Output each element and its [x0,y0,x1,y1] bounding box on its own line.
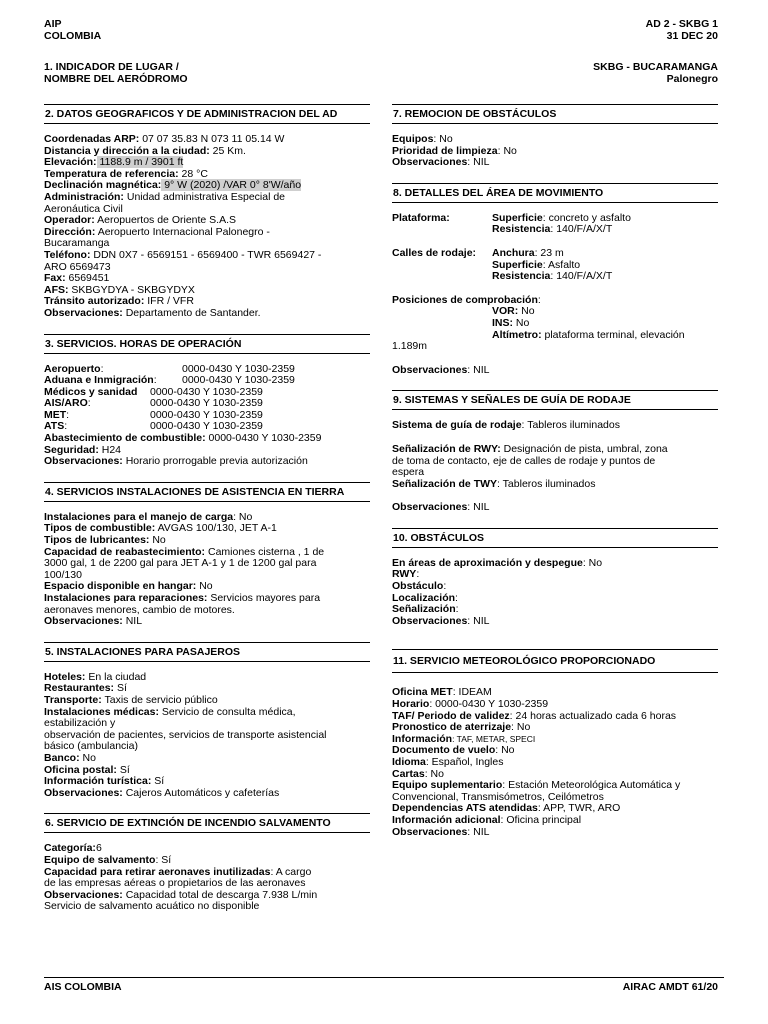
s11-ad-l-label: Información adicional [392,813,501,826]
s8-res-v-text: : 140/F/A/X/T [550,223,613,236]
s5-obs-l-label: Observaciones: [44,786,123,799]
s4-rep-l-label: Instalaciones para reparaciones: [44,592,208,604]
declination-value: 9° W (2020) /VAR 0° 8'W/año [161,179,302,192]
s11-taf-l-label: TAF/ Periodo de validez [392,709,510,722]
hours-table [44,364,370,434]
s8-sup-v-text: : concreto y asfalto [542,211,631,224]
s5-trans-v-text: Taxis de servicio público [101,693,218,706]
field-row [392,444,718,456]
section-11-title: 11. SERVICIO METEOROLÓGICO PROPORCIONADO [392,649,718,673]
s11-inf-l-label: Información [392,732,453,745]
s3-rows-3-sep-text: : [87,397,91,410]
footer-right: AIRAC AMDT 61/20 [622,981,718,993]
title-line1: 1. INDICADOR DE LUGAR / [44,61,179,73]
s3-rows-1-l-label: Aduana e Inmigración [44,374,154,387]
s10-area-l-label: En áreas de aproximación y despegue [392,556,583,569]
section-3-title: 3. SERVICIOS. HORAS DE OPERACIÓN [44,334,370,354]
section-10-title: 10. OBSTÁCULOS [392,528,718,548]
s8-obs-v-text: : NIL [467,363,490,376]
s10-obs1-v-text: : [443,580,447,593]
section-9-title: 9. SISTEMAS Y SEÑALES DE GUÍA DE RODAJE [392,390,718,410]
s8-obs-l-label: Observaciones [392,363,468,376]
s6-obs-l-label: Observaciones: [44,888,123,901]
s11-idi-v-text: : Español, Ingles [425,756,504,768]
s4-cap-v3-text: 100/130 [44,568,82,581]
s2-op-v-text: Aeropuertos de Oriente S.A.S [94,214,237,227]
s11-doc-v-text: : No [495,744,515,757]
s2-tr-l-label: Tránsito autorizado: [44,295,145,308]
aerodrome-name [593,61,718,85]
s5-hot-v-text: En la ciudad [85,670,147,683]
s4-comb-v-text: AVGAS 100/130, JET A-1 [155,522,277,535]
s4-obs-v-text: NIL [122,615,143,628]
s11-inf-v-text: : TAF, METAR, SPECI [452,733,536,744]
s10-sen-l-label: Señalización [392,603,456,616]
s8-pos-l-label: Posiciones de comprobación [392,293,538,306]
s6-cat-v-text: 6 [95,842,102,855]
s8-ins-l-label: INS: [492,316,513,329]
s3-rows-5-v-text: 0000-0430 Y 1030-2359 [150,420,263,433]
s2-arp-v-text: 07 07 35.83 N 073 11 05.14 W [139,133,285,145]
s2-obs-l-label: Observaciones: [44,306,123,319]
s5-trans-l-label: Transporte: [44,693,102,706]
s9-rwy-v3-text: espera [392,466,425,479]
s8-alt-v2-text: 1.189m [392,340,428,353]
s10-rwy-l-label: RWY [392,568,417,581]
s3-rows-4-l-label: MET [44,408,67,421]
s2-arp-l-label: Coordenadas ARP: [44,133,140,145]
s2-fax-l-label: Fax: [44,272,66,285]
s8-ins-v-text: No [513,316,530,329]
field-row [44,308,370,320]
s3-rows-0-v-text: 0000-0430 Y 1030-2359 [182,362,295,375]
s10-area-v-text: : No [582,556,603,569]
s11-hor-l-label: Horario [392,698,430,711]
s2-adm-l-label: Administración: [44,190,124,203]
s3-rows-2-l-label: Médicos y sanidad [44,385,138,398]
doc-country: COLOMBIA [44,30,102,42]
aerodrome-label: Palonegro [666,73,718,85]
s5-med-v2-text: estabilización y [44,717,116,730]
field-row [44,456,370,468]
s11-pron-l-label: Pronostico de aterrizaje [392,721,512,734]
s3-rows-0-sep-text: : [100,362,104,375]
s3-rows-4-sep-text: : [66,408,70,421]
title-line2: NOMBRE DEL AERÓDROMO [44,73,188,85]
s10-loc-v-text: : [455,591,458,604]
s5-med-v3-text: observación de pacientes, servicios de transporte asistencial [44,728,327,741]
s8-cr-l-label: Calles de rodaje: [392,246,477,259]
s2-fax-v-text: 6569451 [65,272,110,285]
s11-obs-v-text: : NIL [467,825,490,838]
field-row [44,250,370,262]
s4-comb-l-label: Tipos de combustible: [44,522,156,535]
s4-cap-l-label: Capacidad de reabastecimiento: [44,545,206,558]
s9-rwy-v2-text: de toma de contacto, eje de calles de rodaje y puntos de [392,454,656,467]
s9-sis-l-label: Sistema de guía de rodaje [392,419,522,432]
s2-obs-v-text: Departamento de Santander. [122,306,261,319]
section-6 [44,813,370,913]
field-row [392,157,718,169]
field-row [44,616,370,628]
s2-dist-l-label: Distancia y dirección a la ciudad: [44,144,210,157]
s3-rows-4-v-text: 0000-0430 Y 1030-2359 [150,408,263,421]
header-left [44,18,101,42]
field-row [392,224,718,236]
s3-obs-l-label: Observaciones: [44,455,123,468]
s9-rwy-l-label: Señalización de RWY: [392,442,501,455]
field-row [44,593,370,605]
s2-temp-l-label: Temperatura de referencia: [44,167,179,180]
s5-med-v4-text: básico (ambulancia) [44,740,138,753]
s2-adm-v-text: Unidad administrativa Especial de [123,190,286,203]
s6-eq-l-label: Equipo de salvamento [44,853,156,866]
s3-fuel-l-label: Abastecimiento de combustible: [44,432,206,445]
s2-adm-v2-text: Aeronáutica Civil [44,202,123,215]
s8-res2-l-label: Resistencia [492,270,551,283]
s4-lub-l-label: Tipos de lubricantes: [44,534,150,547]
s9-obs-v-text: : NIL [467,501,490,514]
s7-pr-v-text: : No [497,144,517,157]
s3-fuel-v-text: 0000-0430 Y 1030-2359 [205,432,322,445]
section-8-title: 8. DETALLES DEL ÁREA DE MOVIMIENTO [392,183,718,203]
s2-dir-l-label: Dirección: [44,225,96,238]
s4-cap-v-text: Camiones cisterna , 1 de [205,545,325,558]
doc-series: AIP [44,18,62,30]
field-row [392,248,718,260]
s4-hang-v-text: No [196,580,213,593]
s7-eq-v-text: : No [433,133,453,145]
s3-rows-3-l-label: AIS/ARO [44,397,88,410]
section-1-title [44,61,188,85]
s6-cap-v-text: : A cargo [270,865,312,878]
s2-op-l-label: Operador: [44,214,95,227]
s11-pron-v-text: : No [511,721,531,734]
s4-hang-l-label: Espacio disponible en hangar: [44,580,197,593]
s4-carga-l-label: Instalaciones para el manejo de carga [44,510,234,523]
section-6-title: 6. SERVICIO DE EXTINCIÓN DE INCENDIO SALVAMENTO [44,813,370,833]
s7-pr-l-label: Prioridad de limpieza [392,144,498,157]
s11-idi-l-label: Idioma [392,756,426,768]
s8-sup-l-label: Superficie [492,211,543,224]
section-7-title: 7. REMOCION DE OBSTÁCULOS [392,104,718,124]
s2-tel-v-text: DDN 0X7 - 6569151 - 6569400 - TWR 6569427 - [90,248,322,261]
s2-afs-l-label: AFS: [44,283,69,296]
s11-equ-l-label: Equipo suplementario [392,779,503,792]
field-row [44,192,370,204]
s2-temp-v-text: 28 °C [178,167,208,180]
s9-obs-l-label: Observaciones [392,501,468,514]
s8-vor-v-text: No [518,305,535,318]
s4-carga-v-text: : No [233,510,253,523]
s8-anch-v-text: : 23 m [534,246,564,259]
s4-obs-l-label: Observaciones: [44,615,123,628]
s8-anch-l-label: Anchura [492,246,535,259]
header-right [646,18,718,42]
s11-car-v-text: : No [424,767,444,780]
s10-rwy-v-text: : [416,568,420,581]
s10-loc-l-label: Localización [392,591,456,604]
s5-rest-l-label: Restaurantes: [44,682,115,695]
field-row [392,479,718,491]
elevation-value: 1188.9 m / 3901 ft [96,156,184,169]
field-row [392,420,718,432]
section-5-title: 5. INSTALACIONES PARA PASAJEROS [44,642,370,662]
s11-dep-v-text: : APP, TWR, ARO [537,802,621,815]
field-row [392,213,718,225]
s6-cap-l-label: Capacidad para retirar aeronaves inutilizadas [44,865,271,878]
s8-pos-v-text: : [537,293,541,306]
s2-tr-v-text: IFR / VFR [144,295,194,308]
field-row [392,271,718,283]
section-3 [44,334,370,468]
section-2 [44,104,370,320]
section-8 [392,183,718,377]
field-row [44,788,370,800]
s11-equ-v-text: : Estación Meteorológica Automática y [502,779,681,792]
field-row [392,616,718,628]
s6-obs-v-text: Capacidad total de descarga 7.938 L/min [122,888,318,901]
s2-afs-v-text: SKBGYDYA - SKBGYDYX [68,283,195,296]
page-id: AD 2 - SKBG 1 [645,18,718,30]
page-date: 31 DEC 20 [666,30,718,42]
s8-res-l-label: Resistencia [492,223,551,236]
s10-obs1-l-label: Obstáculo [392,580,444,593]
s5-banco-v-text: No [79,751,96,764]
s11-dep-l-label: Dependencias ATS atendidas [392,802,538,815]
s3-rows-1-v-text: 0000-0430 Y 1030-2359 [182,374,295,387]
s2-tel-l-label: Teléfono: [44,248,91,261]
field-row [392,558,718,570]
s10-sen-v-text: : [455,603,459,616]
section-9 [392,390,718,514]
s3-seg-l-label: Seguridad: [44,443,99,456]
s3-rows-3-v-text: 0000-0430 Y 1030-2359 [150,397,263,410]
section-2-title: 2. DATOS GEOGRAFICOS Y DE ADMINISTRACION DEL AD [44,104,370,124]
field-row [392,295,718,307]
s4-lub-v-text: No [149,534,166,547]
s2-tel-v2-text: ARO 6569473 [44,260,111,273]
footer-rule [44,977,724,978]
s8-plat-l-label: Plataforma: [392,211,450,224]
s8-alt-l-label: Altímetro: [492,328,542,341]
s9-twy-l-label: Señalización de TWY [392,477,498,490]
s6-cap-v2-text: de las empresas aéreas o propietarios de las aeronaves [44,877,306,890]
s11-hor-v-text: : 0000-0430 Y 1030-2359 [429,698,549,711]
s2-elev-l-label: Elevación: [44,156,97,169]
s5-tur-v-text: Sí [151,775,165,788]
s11-ad-v-text: : Oficina principal [500,813,582,826]
s4-cap-v2-text: 3000 gal, 1 de 2200 gal para JET A-1 y 1 de 1200 gal para [44,557,317,570]
s3-seg-v-text: H24 [98,443,122,456]
s2-decl-l-label: Declinación magnética: [44,179,162,192]
s6-obs-v2-text: Servicio de salvamento acuático no disponible [44,900,260,913]
s5-med-v-text: Servicio de consulta médica, [158,705,296,718]
section-4-title: 4. SERVICIOS INSTALACIONES DE ASISTENCIA EN TIERRA [44,482,370,502]
s9-rwy-v-text: Designación de pista, umbral, zona [500,442,668,455]
s4-rep-v-text: Servicios mayores para [207,592,321,604]
left-column [44,104,370,927]
section-4 [44,482,370,628]
s11-equ-v2-text: Convencional, Transmisómetros, Ceilómetros [392,790,604,803]
s8-alt-v-text: plataforma terminal, elevación [541,328,685,341]
footer-left: AIS COLOMBIA [44,981,122,993]
section-10 [392,528,718,628]
field-row [392,306,718,318]
s11-of-v-text: : IDEAM [452,686,492,699]
s4-rep-v2-text: aeronaves menores, cambio de motores. [44,603,235,616]
s11-obs-l-label: Observaciones [392,825,468,838]
s6-cat-l-label: Categoría: [44,842,96,855]
s8-vor-l-label: VOR: [492,305,519,318]
field-row [392,330,718,342]
s5-banco-l-label: Banco: [44,751,80,764]
s3-rows-5-sep-text: : [64,420,68,433]
field-row [392,827,718,839]
field-row [392,365,718,377]
right-column [392,104,718,852]
s3-rows-2-v-text: 0000-0430 Y 1030-2359 [150,385,263,398]
s8-res2-v-text: : 140/F/A/X/T [550,270,613,283]
s9-twy-v-text: : Tableros iluminados [497,477,596,490]
s7-obs-v-text: : NIL [467,156,490,169]
s5-obs-v-text: Cajeros Automáticos y cafeterías [122,786,280,799]
section-7 [392,104,718,169]
s8-sup2-l-label: Superficie [492,258,543,271]
s5-post-l-label: Oficina postal: [44,763,117,776]
s3-rows-0-l-label: Aeropuerto [44,362,101,375]
s5-med-l-label: Instalaciones médicas: [44,705,159,718]
s6-eq-v-text: : Sí [155,853,172,866]
s2-dir-v-text: Aeropuerto Internacional Palonegro - [95,225,270,238]
s2-dist-v-text: 25 Km. [209,144,246,157]
section-11 [392,649,718,838]
field-row [392,502,718,514]
s5-hot-l-label: Hoteles: [44,670,86,683]
s7-eq-l-label: Equipos [392,133,434,145]
s11-of-l-label: Oficina MET [392,686,453,699]
aerodrome-code: SKBG - BUCARAMANGA [593,61,718,73]
s10-obs-l-label: Observaciones [392,614,468,627]
s11-car-l-label: Cartas [392,767,425,780]
s2-dir-v2-text: Bucaramanga [44,237,110,250]
s10-obs-v-text: : NIL [467,614,490,627]
s11-doc-l-label: Documento de vuelo [392,744,496,757]
s3-obs-v-text: Horario prorrogable previa autorización [122,455,308,468]
s5-post-v-text: Sí [116,763,130,776]
s11-taf-v-text: : 24 horas actualizado cada 6 horas [509,709,677,722]
s3-rows-5-l-label: ATS [44,420,65,433]
s8-sup2-v-text: : Asfalto [542,258,581,271]
s5-tur-l-label: Información turística: [44,775,152,788]
s5-rest-v-text: Sí [114,682,127,695]
s9-sis-v-text: : Tableros iluminados [521,419,620,432]
section-5 [44,642,370,800]
s3-rows-1-sep-text: : [153,374,157,387]
s7-obs-l-label: Observaciones [392,156,468,169]
